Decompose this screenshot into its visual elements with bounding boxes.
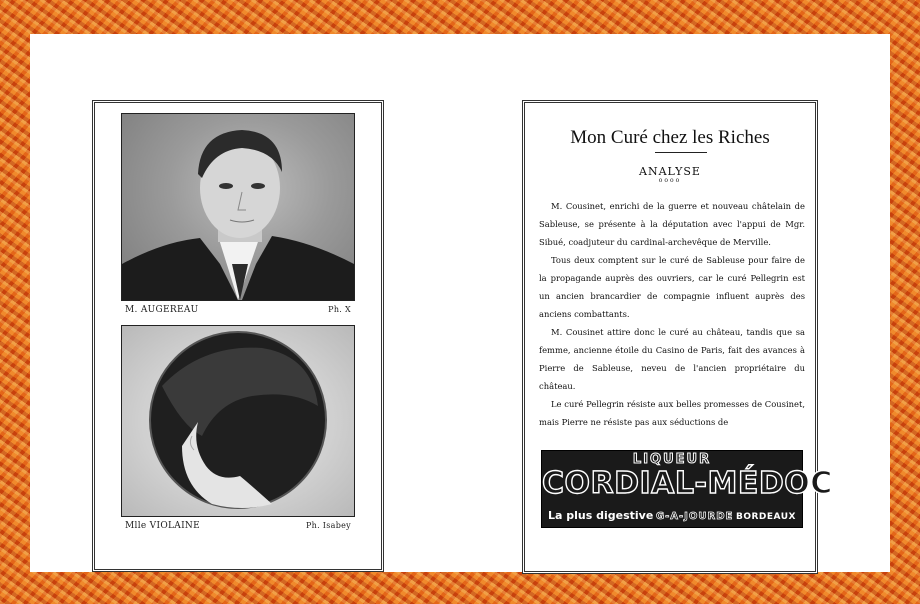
paragraph: Le curé Pellegrin résiste aux belles promesses de Cousinet, mais Pierre ne résiste pas aux séductions de [539, 399, 805, 427]
portrait-caption-bottom [125, 521, 351, 531]
ad-maker: G-A-JOURDE [655, 511, 734, 522]
paragraph: M. Cousinet attire donc le curé au château, tandis que sa femme, ancienne étoile du Casino de Paris, fait des avances à Pierre de Sableuse, neveu de l'ancien propriétaire du château. [539, 327, 805, 391]
caption-credit: Ph. X [328, 305, 351, 314]
title-underline [655, 152, 707, 153]
caption-credit: Ph. Isabey [305, 521, 351, 530]
caption-name: M. AUGEREAU [125, 305, 199, 315]
portrait-photo-violaine [121, 325, 355, 517]
liqueur-advertisement [541, 450, 833, 528]
woman-profile-illustration [122, 326, 354, 516]
portrait-caption-top [125, 305, 351, 315]
ornament-dots: oooo [658, 177, 682, 184]
ad-city: BORDEAUX [735, 512, 796, 522]
right-page [522, 100, 833, 574]
left-page [92, 100, 384, 572]
ad-tagline: La plus digestive [548, 509, 654, 522]
paragraph: Tous deux comptent sur le curé de Sableuse pour faire de la propagande auprès des ouvriers, car le curé Pellegrin est un ancien brancardier de compagnie influent auprès des anciens combattants. [539, 255, 805, 319]
paragraph: M. Cousinet, enrichi de la guerre et nouveau châtelain de Sableuse, se présente à la députation avec l'appui de Mgr. Sibué, coadjuteur du cardinal-archevêque de Merville. [539, 201, 805, 247]
section-heading: ANALYSE [639, 165, 701, 178]
ad-top-line: LIQUEUR [632, 452, 712, 467]
caption-name: Mlle VIOLAINE [125, 521, 200, 531]
page-background [30, 34, 890, 572]
ad-brand: CORDIAL-MÉDOC [542, 466, 833, 501]
portrait-photo-augereau [121, 113, 355, 301]
page-title: Mon Curé chez les Riches [570, 127, 770, 148]
man-portrait-illustration [122, 114, 354, 300]
ad-footer-row [548, 509, 796, 522]
synopsis-text [539, 197, 805, 439]
